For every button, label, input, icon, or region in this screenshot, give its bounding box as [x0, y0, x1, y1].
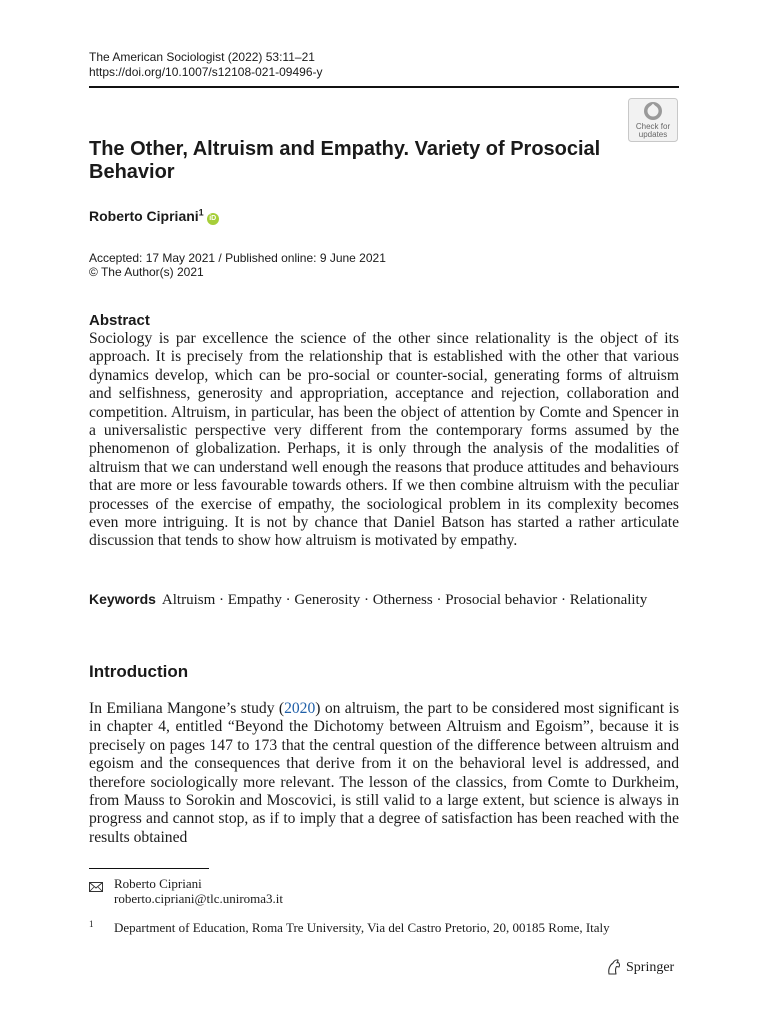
springer-horse-icon — [606, 958, 622, 976]
author-name[interactable]: Roberto Cipriani — [89, 208, 199, 224]
badge-line1: Check for — [635, 122, 671, 131]
author-line — [89, 207, 219, 225]
publication-dates: Accepted: 17 May 2021 / Published online: 9 June 2021 — [89, 251, 386, 265]
journal-citation: The American Sociologist (2022) 53:11–21 — [89, 50, 315, 64]
doi-link[interactable]: https://doi.org/10.1007/s12108-021-09496-y — [89, 65, 323, 79]
author-affil-mark[interactable]: 1 — [198, 207, 204, 218]
publisher-name: Springer — [626, 960, 675, 975]
copyright: © The Author(s) 2021 — [89, 265, 204, 279]
article-title: The Other, Altruism and Empathy. Variety of Prosocial Behavior — [89, 138, 601, 183]
envelope-icon — [89, 879, 103, 889]
intro-text-rest: ) on altruism, the part to be considered most significant is in chapter 4, entitled “Beyond the Dichotomy between Altruism and Egoism”, because it is precisely on pages 147 to 173 that the central question of the difference between altruism and egoism and the consequences that derive from it on the behavioral level is addressed, and therefore sociologically more relevant. The lesson of the classics, from Comte to Durkheim, from Mauss to Sorokin and Moscovici, is still valid to a large extent, but science is always in progress and cannot stop, as if to imply that a degree of satisfaction has been reached with the results obtained — [89, 700, 680, 846]
keywords — [89, 590, 679, 610]
check-for-updates-icon[interactable] — [628, 98, 678, 142]
introduction-heading: Introduction — [89, 662, 189, 681]
keywords-label: Keywords — [89, 591, 156, 607]
correspondence-email[interactable]: roberto.cipriani@tlc.uniroma3.it — [114, 891, 284, 906]
correspondence-name: Roberto Cipriani — [114, 876, 202, 891]
introduction-text — [89, 700, 679, 847]
keywords-list: Altruism · Empathy · Generosity · Otherness · Prosocial behavior · Relationality — [161, 592, 648, 608]
badge-line2: updates — [638, 130, 668, 139]
citation-link[interactable]: 2020 — [284, 700, 316, 717]
abstract-heading: Abstract — [89, 312, 150, 329]
header-rule — [89, 86, 679, 88]
abstract-text: Sociology is par excellence the science of the other since relationality is the object of its approach. It is precisely from the relationship that is established with the other that various dynamics develop, which can be pro-social or counter-social, generating forms of altruism and selfishness, generosity and appropriation, acceptance and rejection, collaboration and competition. Altruism, in particular, has been the object of attention by Comte and Spencer in a universalistic perspective very different from the contemporary forms assumed by the phenomenon of globalization. Perhaps, it is only through the analysis of the modalities of altruism that we can understand well enough the reasons that produce attitudes and behaviours that are more or less favourable towards others. If we then combine altruism with the peculiar processes of the exercise of empathy, the sociological problem in its complexity becomes even more intriguing. It is not by chance that Daniel Batson has started a rather articulate discussion that tends to show how altruism is motivated by empathy. — [89, 330, 679, 550]
intro-text-start: In Emiliana Mangone’s study ( — [89, 700, 285, 717]
affiliation-mark: 1 — [89, 919, 94, 929]
orcid-icon[interactable]: iD — [207, 213, 219, 225]
footnote-rule — [89, 868, 209, 869]
affiliation: Department of Education, Roma Tre University, Via del Castro Pretorio, 20, 00185 Rome, Italy — [114, 920, 610, 935]
